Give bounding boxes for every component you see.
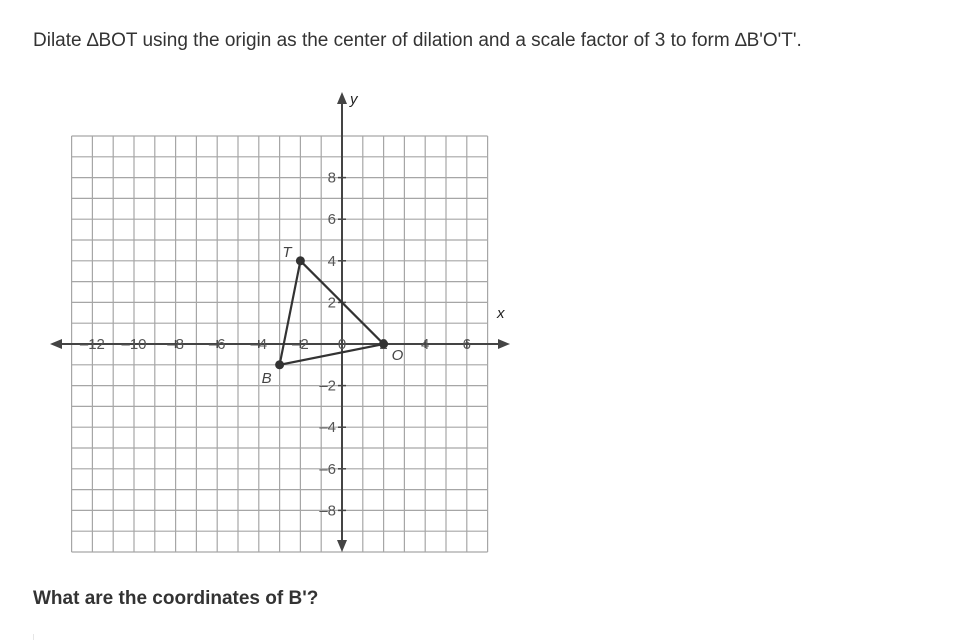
vertex-point-b <box>275 360 284 369</box>
y-tick-label: –4 <box>319 419 336 437</box>
vertex-label-o: O <box>391 347 404 364</box>
x-axis-arrow-right <box>498 339 510 349</box>
question-text: What are the coordinates of B'? <box>33 588 319 609</box>
vertex-label-t: T <box>282 243 292 261</box>
problem-prompt: Dilate ∆BOT using the origin as the center of dilation and a scale factor of 3 to form ∆B'O'T'. <box>33 30 802 51</box>
x-tick-label: –12 <box>79 336 105 353</box>
x-tick-label: –6 <box>208 336 226 353</box>
y-tick-label: –6 <box>319 460 336 478</box>
y-axis-label: y <box>350 91 358 108</box>
y-tick-label: 6 <box>327 211 336 229</box>
y-tick-label: –2 <box>319 377 336 395</box>
x-tick-label: –10 <box>121 336 147 353</box>
x-axis-arrow-left <box>50 339 62 349</box>
vertex-point-o <box>379 340 388 349</box>
y-tick-label: –8 <box>319 502 336 520</box>
y-axis-arrow-up <box>337 92 347 104</box>
y-axis-arrow-down <box>337 540 347 552</box>
x-axis-label: x <box>497 305 505 322</box>
x-tick-label: –8 <box>167 336 184 353</box>
x-tick-label: –4 <box>250 336 268 353</box>
y-tick-label: 2 <box>327 294 336 312</box>
x-tick-label: 4 <box>421 336 430 353</box>
answer-input-edge[interactable] <box>33 634 34 640</box>
x-tick-label: 0 <box>337 336 347 353</box>
vertex-label-b: B <box>261 369 272 387</box>
y-tick-label: 4 <box>327 252 336 270</box>
x-tick-label: –2 <box>292 336 309 353</box>
x-tick-label: 6 <box>462 336 471 353</box>
y-tick-label: 8 <box>327 169 336 187</box>
vertex-point-t <box>296 256 305 265</box>
